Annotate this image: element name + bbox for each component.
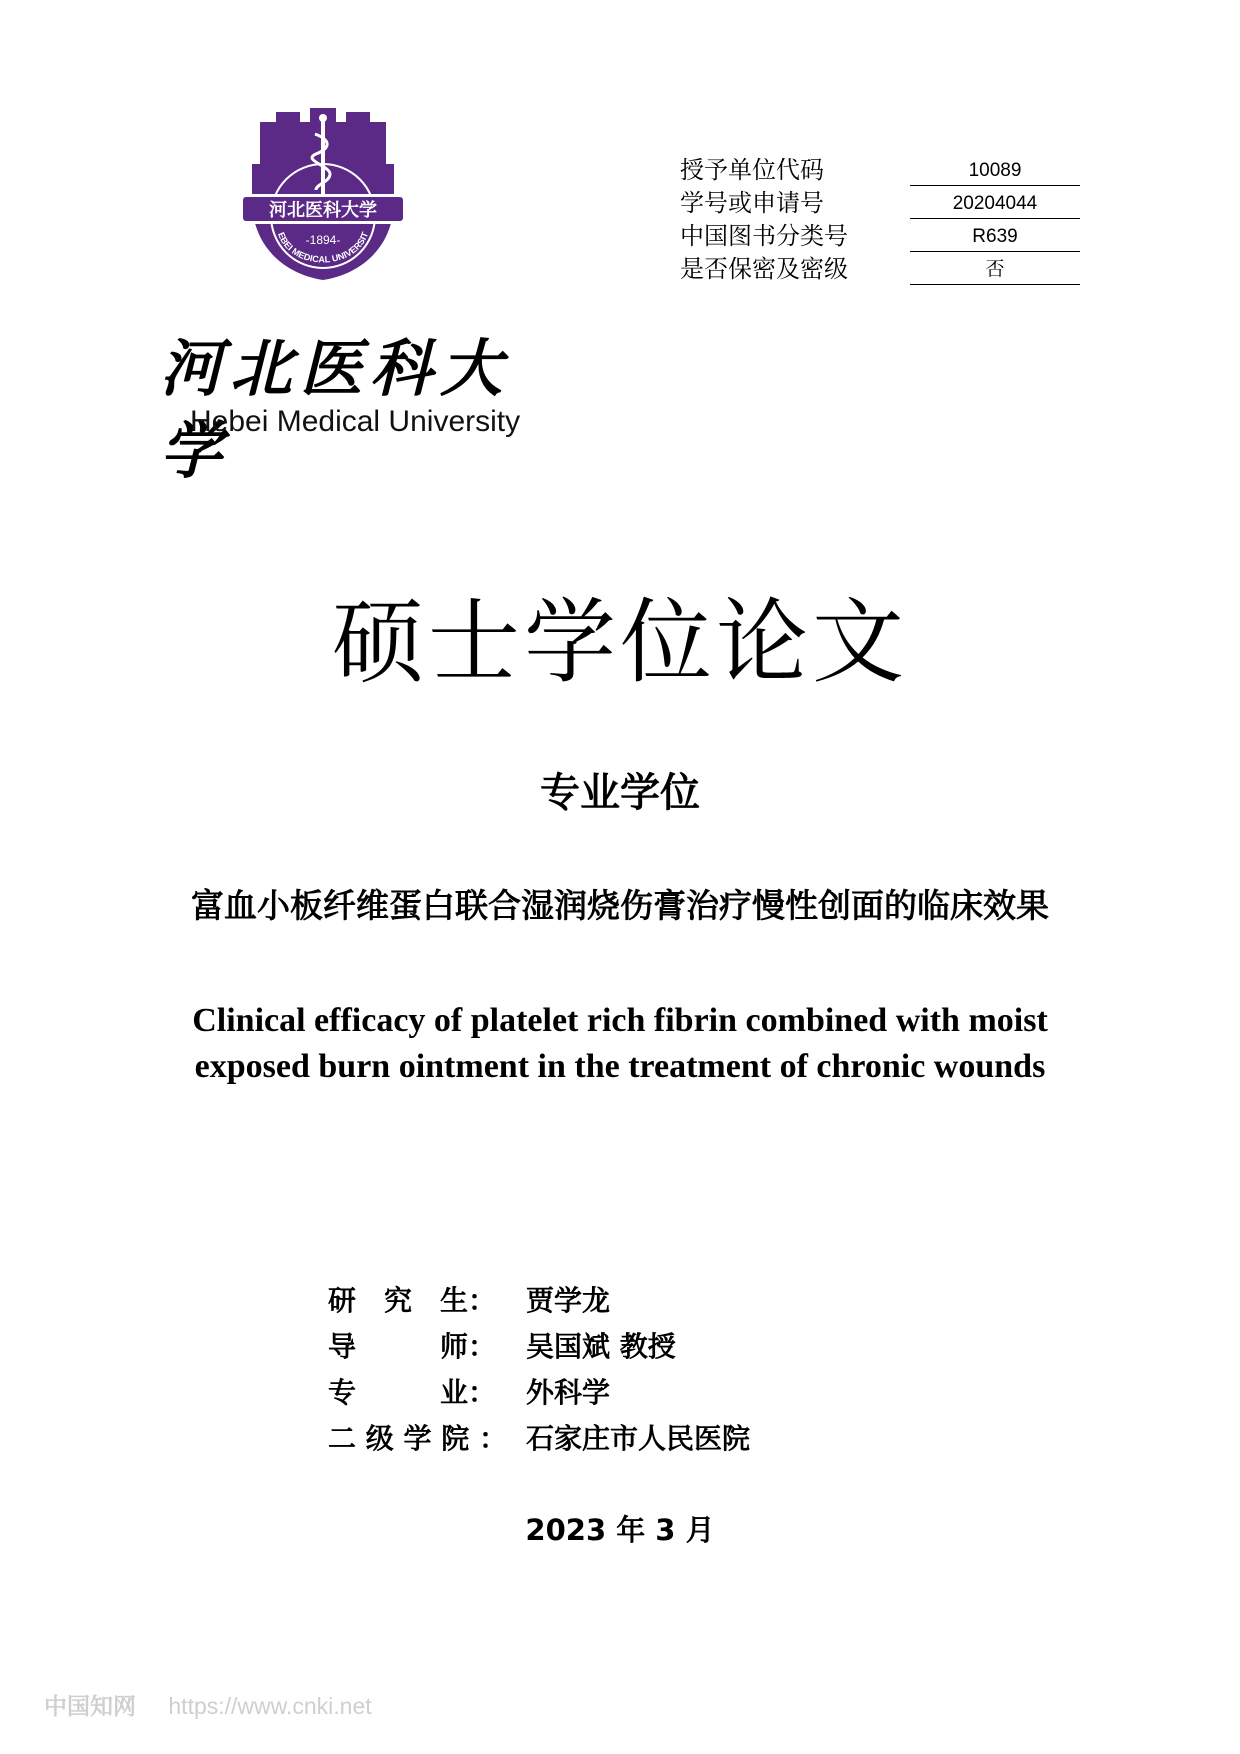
info-value: 否 [910,253,1080,285]
info-value: R639 [910,220,1080,252]
thesis-title-english: Clinical efficacy of platelet rich fibrin combined with moist exposed burn ointment in the treatment of chronic wounds [192,1002,1048,1085]
info-value: 10089 [910,154,1080,186]
degree-type: 专业学位 [540,770,700,816]
university-english-name: Hebei Medical University [190,405,521,438]
degree-title: 硕士学位论文 [331,589,908,696]
thesis-date: 2023 年 3 月 [525,1513,715,1547]
author-value: 贾学龙 [526,1284,611,1317]
author-label: 研 究 生： [328,1284,497,1317]
info-value: 20204044 [910,187,1080,219]
emblem-year: -1894- [305,233,341,247]
cnki-watermark [44,1690,372,1723]
info-label: 中国图书分类号 [680,222,848,250]
author-value: 石家庄市人民医院 [526,1422,751,1455]
university-emblem [238,104,408,284]
info-label: 学号或申请号 [680,189,824,217]
info-label: 是否保密及密级 [680,255,848,283]
thesis-title-chinese: 富血小板纤维蛋白联合湿润烧伤膏治疗慢性创面的临床效果 [191,886,1049,925]
emblem-band-text: 河北医科大学 [269,200,377,221]
emblem-ring-text: EBEI MEDICAL UNIVERSIT [275,230,371,265]
watermark-site-name: 中国知网 [44,1694,136,1720]
emblem-graphic [238,104,408,284]
university-name-calligraphy: 河北医科大学 [160,332,511,487]
author-label: 导 师： [328,1330,497,1363]
author-value: 外科学 [526,1376,611,1409]
info-label: 授予单位代码 [680,156,824,184]
author-label: 二 级 学 院 ： [328,1422,507,1455]
author-label: 专 业： [328,1376,497,1409]
watermark-url: https://www.cnki.net [168,1693,372,1719]
author-value: 吴国斌 教授 [526,1330,676,1363]
